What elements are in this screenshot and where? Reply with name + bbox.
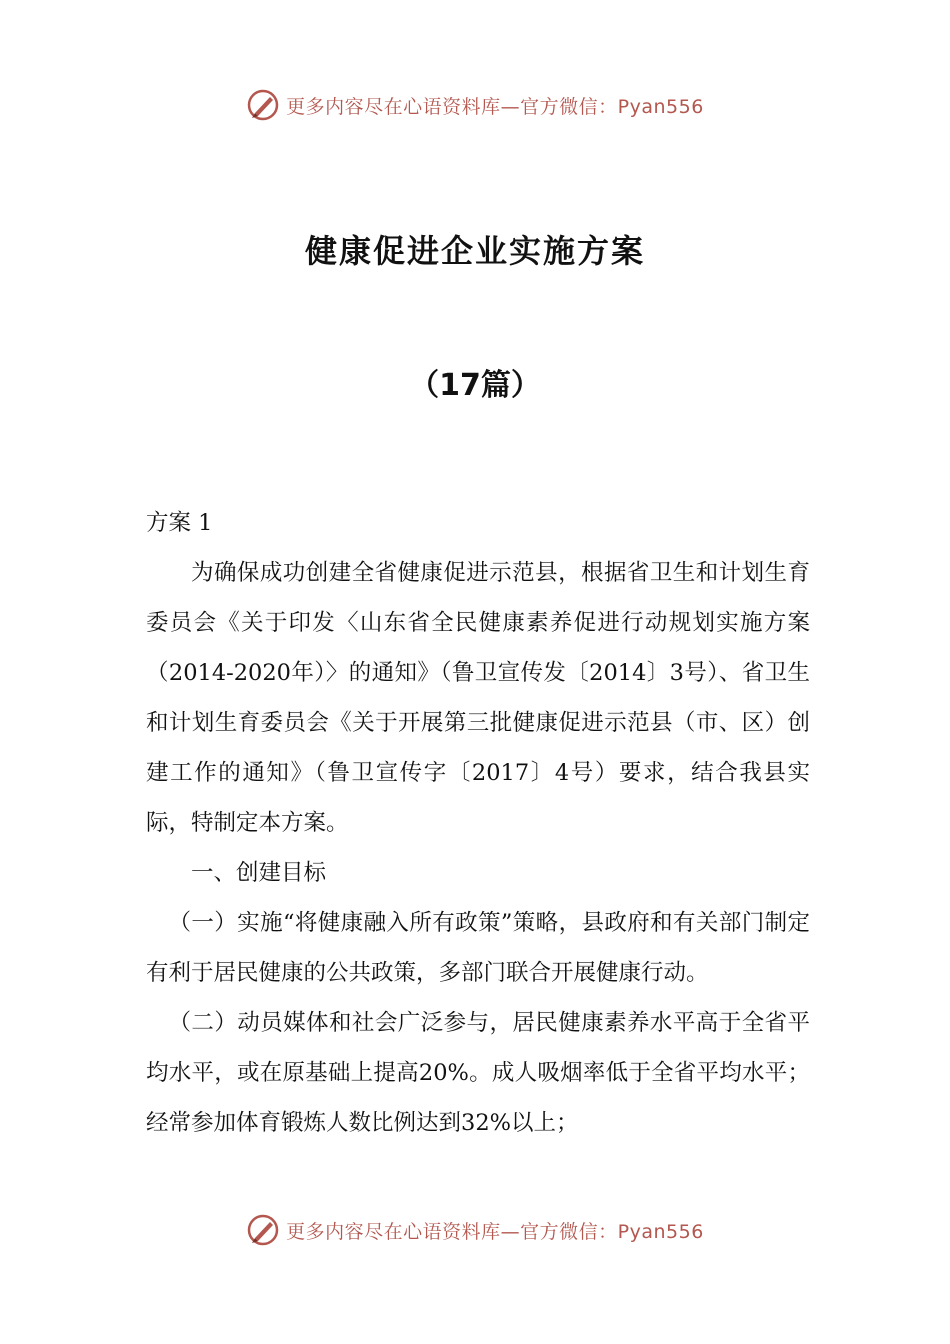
document-subtitle: （17篇）	[409, 368, 541, 403]
pen-logo-icon	[246, 1213, 280, 1247]
section-label: 方案 1	[146, 510, 213, 536]
watermark-banner-bottom	[0, 1207, 950, 1253]
watermark-banner-top	[0, 82, 950, 128]
watermark-text: 更多内容尽在心语资料库—官方微信：Pyan556	[286, 1220, 704, 1243]
heading-goals: 一、创建目标	[191, 860, 327, 886]
paragraph-goal-1: （一）实施“将健康融入所有政策”策略，县政府和有关部门制定有利于居民健康的公共政策，多部门联合开展健康行动。	[146, 910, 810, 986]
document-body	[146, 498, 810, 1148]
paragraph-intro: 为确保成功创建全省健康促进示范县，根据省卫生和计划生育委员会《关于印发〈山东省全民健康素养促进行动规划实施方案（2014-2020年）〉的通知》（鲁卫宣传发〔2014〕3号）、省卫生和计划生育委员会《关于开展第三批健康促进示范县（市、区）创建工作的通知》（鲁卫宣传字〔2017〕4号）要求，结合我县实际，特制定本方案。	[146, 560, 810, 836]
watermark-text: 更多内容尽在心语资料库—官方微信：Pyan556	[286, 95, 704, 118]
paragraph-goal-2: （二）动员媒体和社会广泛参与，居民健康素养水平高于全省平均水平，或在原基础上提高20%。成人吸烟率低于全省平均水平；经常参加体育锻炼人数比例达到32%以上；	[146, 1010, 810, 1136]
document-title: 健康促进企业实施方案	[304, 232, 645, 270]
pen-logo-icon	[246, 88, 280, 122]
